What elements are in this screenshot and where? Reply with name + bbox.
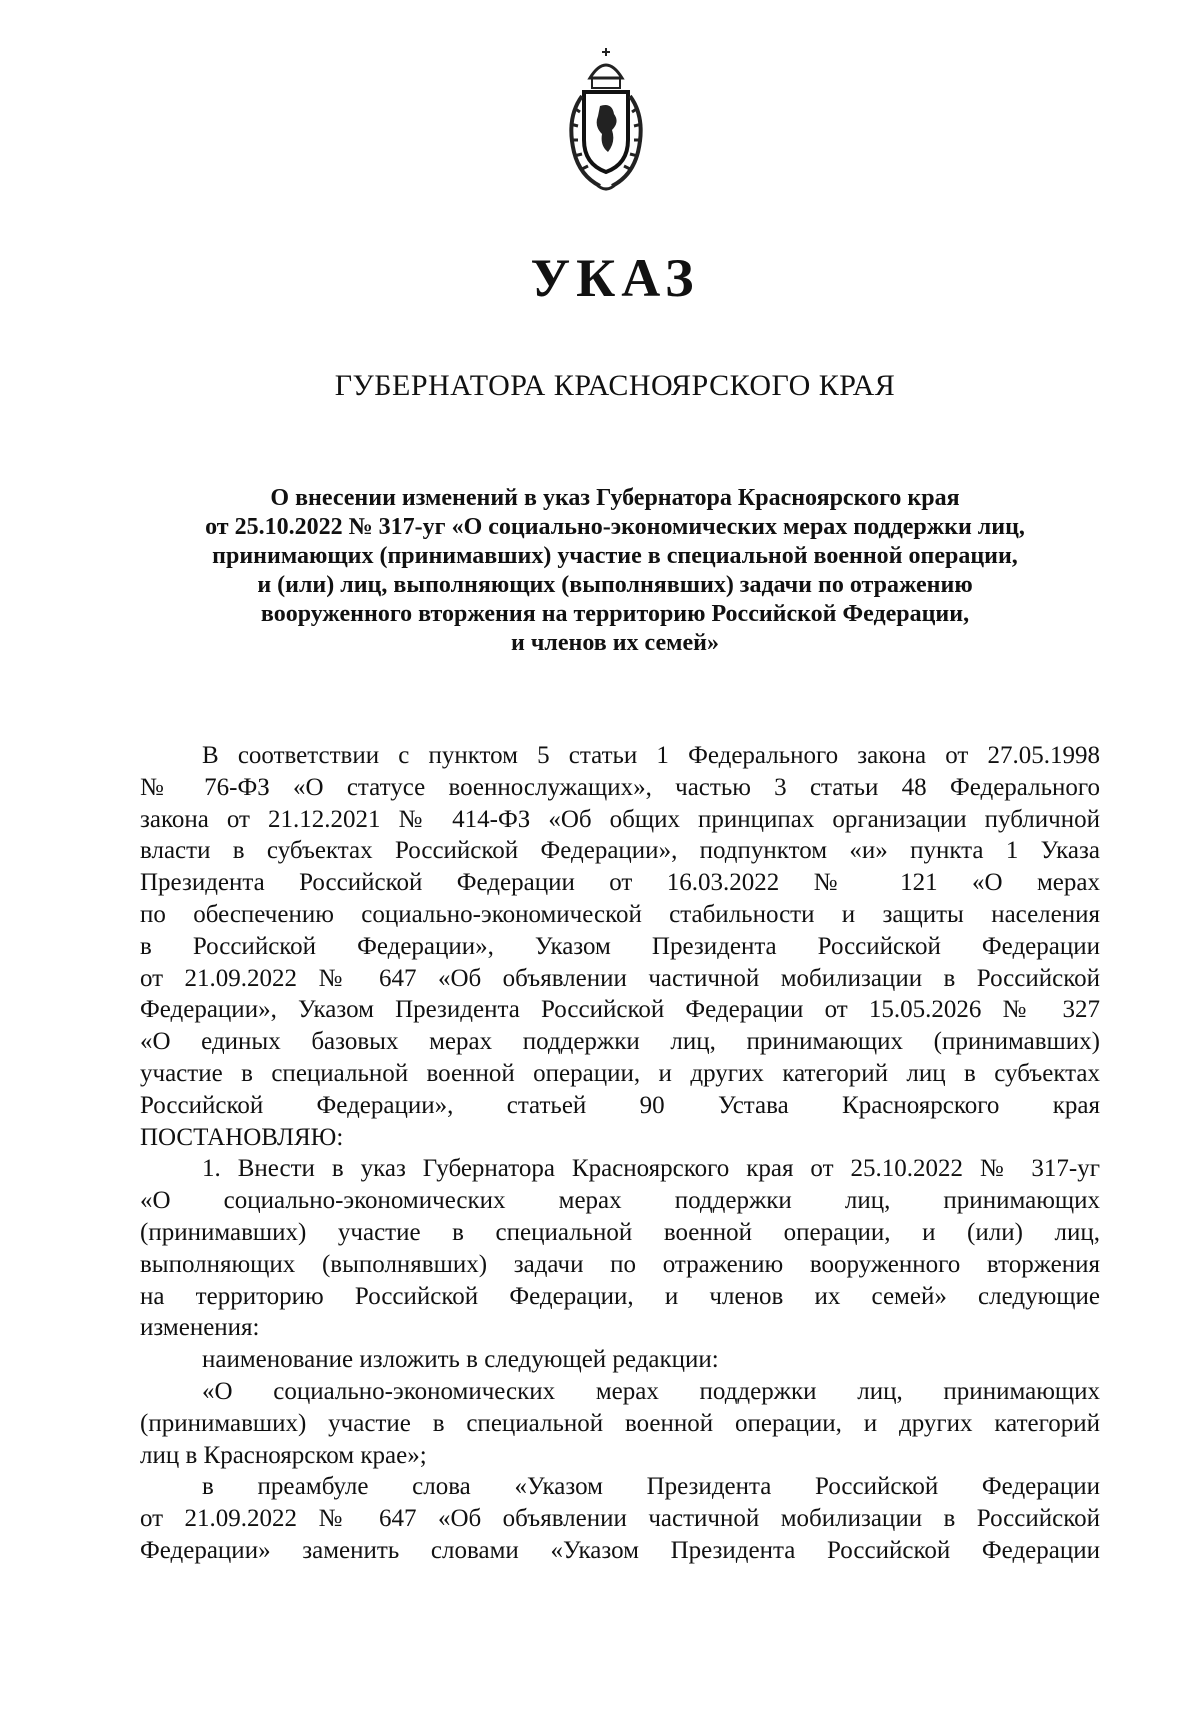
- heading-line: вооруженного вторжения на территорию Российской Федерации,: [260, 601, 970, 627]
- body-line: № 76-ФЗ «О статусе военнослужащих», частью 3 статьи 48 Федерального: [140, 773, 1100, 801]
- heading-line: О внесении изменений в указ Губернатора Красноярского края: [270, 485, 960, 511]
- body-line: от 21.09.2022 № 647 «Об объявлении частичной мобилизации в Российской: [140, 964, 1100, 992]
- body-line: Федерации» заменить словами «Указом Президента Российской Федерации: [140, 1536, 1100, 1564]
- body-line: «О социально-экономических мерах поддержки лиц, принимающих: [202, 1377, 1100, 1405]
- body-line: Федерации», Указом Президента Российской Федерации от 15.05.2026 № 327: [140, 996, 1100, 1024]
- body-line: изменения:: [140, 1314, 260, 1342]
- body-line: в преамбуле слова «Указом Президента Российской Федерации: [202, 1473, 1100, 1501]
- body-line: по обеспечению социально-экономической стабильности и защиты населения: [140, 900, 1100, 928]
- body-line: (принимавших) участие в специальной военной операции, и других категорий: [140, 1409, 1100, 1437]
- heading-line: принимающих (принимавших) участие в специальной военной операции,: [212, 543, 1018, 569]
- body-line: Российской Федерации», статьей 90 Устава Красноярского края: [140, 1091, 1100, 1119]
- body-line: закона от 21.12.2021 № 414-ФЗ «Об общих принципах организации публичной: [140, 805, 1100, 833]
- body-line: на территорию Российской Федерации, и членов их семей» следующие: [140, 1282, 1100, 1310]
- body-line: от 21.09.2022 № 647 «Об объявлении частичной мобилизации в Российской: [140, 1505, 1100, 1533]
- body-line: лиц в Красноярском крае»;: [140, 1441, 427, 1469]
- body-line: (принимавших) участие в специальной военной операции, и (или) лиц,: [140, 1218, 1100, 1246]
- body-line: выполняющих (выполнявших) задачи по отражению вооруженного вторжения: [140, 1250, 1100, 1278]
- document-body: [140, 740, 1100, 1567]
- body-line: Президента Российской Федерации от 16.03.2022 № 121 «О мерах: [140, 869, 1100, 897]
- document-title: УКАЗ: [530, 248, 700, 308]
- heading-line: и членов их семей»: [511, 630, 719, 656]
- body-line: ПОСТАНОВЛЯЮ:: [140, 1123, 344, 1151]
- coat-of-arms-icon: [560, 48, 652, 198]
- heading-line: от 25.10.2022 № 317-уг «О социально-экономических мерах поддержки лиц,: [205, 514, 1025, 540]
- heading-line: и (или) лиц, выполняющих (выполнявших) задачи по отражению: [257, 572, 973, 598]
- body-line: власти в субъектах Российской Федерации», подпунктом «и» пункта 1 Указа: [140, 837, 1100, 865]
- document-heading: [140, 484, 1090, 658]
- body-line: 1. Внести в указ Губернатора Красноярского края от 25.10.2022 № 317-уг: [202, 1155, 1100, 1183]
- body-line: «О социально-экономических мерах поддержки лиц, принимающих: [140, 1187, 1100, 1215]
- body-line: наименование изложить в следующей редакции:: [202, 1346, 719, 1374]
- body-line: в Российской Федерации», Указом Президента Российской Федерации: [140, 932, 1100, 960]
- body-line: В соответствии с пунктом 5 статьи 1 Федерального закона от 27.05.1998: [202, 742, 1100, 769]
- body-line: «О единых базовых мерах поддержки лиц, принимающих (принимавших): [140, 1028, 1100, 1056]
- document-issuer: ГУБЕРНАТОРА КРАСНОЯРСКОГО КРАЯ: [334, 369, 896, 402]
- body-line: участие в специальной военной операции, и других категорий лиц в субъектах: [140, 1059, 1100, 1087]
